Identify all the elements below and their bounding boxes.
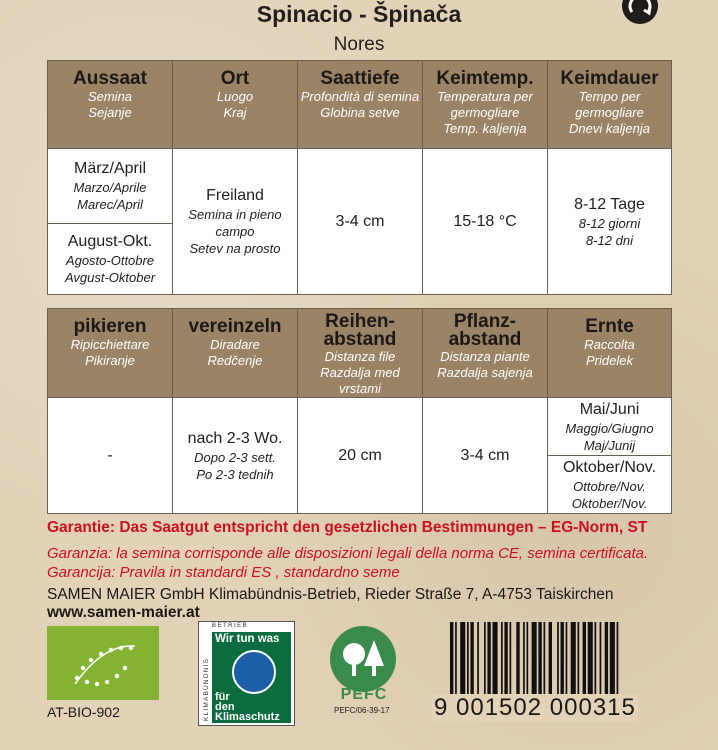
header-ernte: Ernte Raccolta Pridelek [548, 309, 672, 398]
saattiefe-cell: 3-4 cm [298, 149, 423, 295]
ernte-summer-cell: Mai/Juni Maggio/Giugno Maj/Junij [548, 398, 672, 456]
company-address: SAMEN MAIER GmbH Klimabündnis-Betrieb, Rieder Straße 7, A-4753 Taiskirchen [47, 586, 614, 603]
keimdauer-cell: 8-12 Tage 8-12 giorni 8-12 dni [548, 149, 672, 295]
barcode [446, 622, 672, 742]
klimabuendnis-side-label [201, 624, 210, 723]
pefc-name: PEFC [340, 686, 388, 703]
svg-text:KLIMABÜNDNIS: KLIMABÜNDNIS [203, 657, 210, 721]
company-website: www.samen-maier.at [47, 604, 200, 621]
vereinzeln-cell: nach 2-3 Wo. Dopo 2-3 sett. Po 2-3 tednih [173, 398, 298, 514]
klimabuendnis-box [212, 632, 291, 723]
guarantee-sl: Garancija: Pravila in standardi ES , standardno seme [47, 564, 400, 581]
keimtemp-cell: 15-18 °C [423, 149, 548, 295]
page-title: Spinacio - Špinača [256, 1, 462, 27]
header-ort: Ort Luogo Kraj [173, 61, 298, 149]
guarantee-it: Garanzia: la semina corrisponde alle disposizioni legali della norma CE, semina certificata. [47, 545, 649, 562]
klimabuendnis-logo [198, 621, 295, 726]
klimabuendnis-top-label: BETRIEB [212, 623, 249, 629]
pefc-code: PEFC/06-39-17 [334, 706, 390, 715]
header-aussaat: Aussaat Semina Sejanje [48, 61, 173, 149]
variety-name: Nores [333, 34, 385, 55]
eu-organic-leaf-icon [47, 626, 159, 700]
guarantee-de: Garantie: Das Saatgut entspricht den gesetzlichen Bestimmungen – EG-Norm, ST [47, 519, 648, 536]
barcode-number: 9 001502 000315 [434, 694, 636, 721]
ort-cell: Freiland Semina in pieno campo Setev na prosto [173, 149, 298, 295]
header-reihenabstand: Reihen- abstand Distanza file Razdalja med vrstami [298, 309, 423, 398]
reihenabstand-cell: 20 cm [298, 398, 423, 514]
globe-icon [232, 650, 276, 694]
header-vereinzeln: vereinzeln Diradare Redčenje [173, 309, 298, 398]
aussaat-autumn-cell: August-Okt. Agosto-Ottobre Avgust-Oktober [48, 224, 173, 295]
pefc-tree-icon [330, 626, 396, 692]
header-keimtemp: Keimtemp. Temperatura per germogliare Temp. kaljenja [423, 61, 548, 149]
klima-slogan-2: für den Klimaschutz [215, 691, 280, 723]
header-keimdauer: Keimdauer Tempo per germogliare Dnevi kaljenja [548, 61, 672, 149]
pefc-logo [330, 626, 398, 716]
pflanzabstand-cell: 3-4 cm [423, 398, 548, 514]
pikieren-cell: - [48, 398, 173, 514]
aussaat-spring-cell: März/April Marzo/Aprile Marec/April [48, 149, 173, 224]
ernte-autumn-cell: Oktober/Nov. Ottobre/Nov. Oktober/Nov. [548, 456, 672, 514]
cultivation-table [47, 308, 672, 514]
header-pflanzabstand: Pflanz- abstand Distanza piante Razdalja sajenja [423, 309, 548, 398]
sowing-table [47, 60, 672, 295]
header-saattiefe: Saattiefe Profondità di semina Globina setve [298, 61, 423, 149]
klima-slogan: Wir tun was [215, 633, 280, 645]
organic-control-code: AT-BIO-902 [47, 704, 120, 720]
header-pikieren: pikieren Ripicchiettare Pikiranje [48, 309, 173, 398]
